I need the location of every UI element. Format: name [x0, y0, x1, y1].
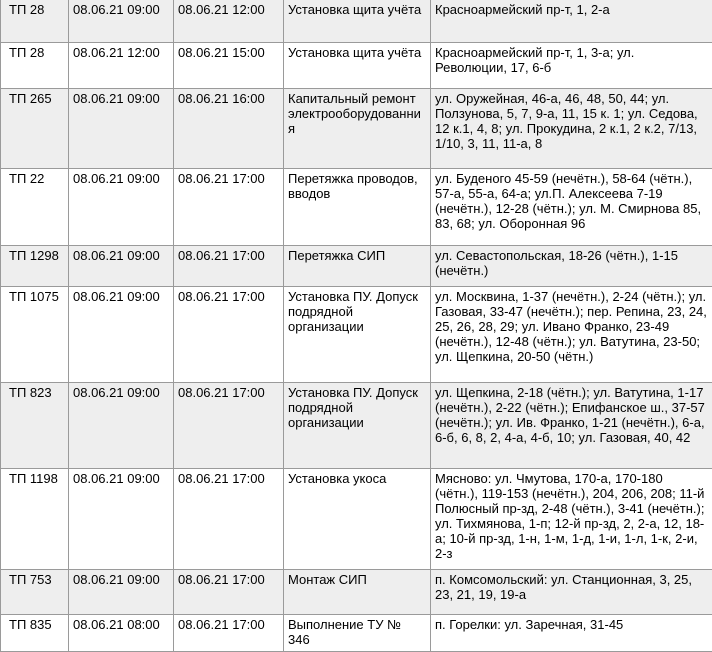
work-type-cell: Установка щита учёта	[284, 43, 431, 89]
end-time-cell: 08.06.21 17:00	[174, 246, 284, 287]
end-time-cell: 08.06.21 17:00	[174, 383, 284, 469]
work-type-cell: Установка щита учёта	[284, 0, 431, 43]
address-cell: ул. Буденого 45-59 (нечётн.), 58-64 (чётн.), 57-а, 55-а, 64-а; ул.П. Алексеева 7-19 (нечётн.), 12-28 (чётн.); ул. М. Смирнова 85, 83, 68; ул. Оборонная 96	[431, 169, 712, 246]
end-time-cell: 08.06.21 17:00	[174, 615, 284, 652]
start-time-cell: 08.06.21 09:00	[69, 570, 174, 615]
start-time-cell: 08.06.21 08:00	[69, 615, 174, 652]
table-row	[1, 287, 712, 383]
start-time-cell: 08.06.21 09:00	[69, 246, 174, 287]
start-time-cell: 08.06.21 09:00	[69, 469, 174, 570]
address-cell: ул. Щепкина, 2-18 (чётн.); ул. Ватутина, 1-17 (нечётн.), 2-22 (чётн.); Епифанское ш., 37-57 (нечётн.); ул. Ив. Франко, 1-21 (нечётн.), 6-а, 6-б, 6, 8, 2, 4-а, 4-б, 10; ул. Газовая, 40, 42	[431, 383, 712, 469]
address-cell: ул. Севастопольская, 18-26 (чётн.), 1-15 (нечётн.)	[431, 246, 712, 287]
table-row	[1, 0, 712, 43]
table-row	[1, 383, 712, 469]
start-time-cell: 08.06.21 09:00	[69, 89, 174, 169]
end-time-cell: 08.06.21 17:00	[174, 169, 284, 246]
work-type-cell: Перетяжка проводов, вводов	[284, 169, 431, 246]
table-row	[1, 169, 712, 246]
start-time-cell: 08.06.21 09:00	[69, 0, 174, 43]
table-row	[1, 89, 712, 169]
table-row	[1, 469, 712, 570]
substation-cell: ТП 22	[1, 169, 69, 246]
work-type-cell: Установка ПУ. Допуск подрядной организации	[284, 383, 431, 469]
address-cell: Красноармейский пр-т, 1, 2-а	[431, 0, 712, 43]
work-type-cell: Перетяжка СИП	[284, 246, 431, 287]
address-cell: п. Горелки: ул. Заречная, 31-45	[431, 615, 712, 652]
end-time-cell: 08.06.21 17:00	[174, 287, 284, 383]
substation-cell: ТП 1198	[1, 469, 69, 570]
substation-cell: ТП 1075	[1, 287, 69, 383]
address-cell: Мясново: ул. Чмутова, 170-а, 170-180 (чётн.), 119-153 (нечётн.), 204, 206, 208; 11-й Полюсный пр-зд, 2-48 (чётн.), 3-41 (нечётн.); ул. Тихмянова, 1-п; 12-й пр-зд, 2, 2-а, 12, 18-а; 10-й пр-зд, 1-н, 1-м, 1-д, 1-и, 1-л, 1-к, 2-и, 2-з	[431, 469, 712, 570]
substation-cell: ТП 265	[1, 89, 69, 169]
work-type-cell: Установка укоса	[284, 469, 431, 570]
substation-cell: ТП 835	[1, 615, 69, 652]
substation-cell: ТП 1298	[1, 246, 69, 287]
table-row	[1, 43, 712, 89]
work-type-cell: Капитальный ремонт электрооборудованния	[284, 89, 431, 169]
start-time-cell: 08.06.21 09:00	[69, 287, 174, 383]
address-cell: ул. Москвина, 1-37 (нечётн.), 2-24 (чётн.); ул. Газовая, 33-47 (нечётн.); пер. Репина, 23, 24, 25, 26, 28, 29; ул. Ивано Франко, 23-49 (нечётн.), 12-48 (чётн.); ул. Ватутина, 23-50; ул. Щепкина, 20-50 (чётн.)	[431, 287, 712, 383]
work-type-cell: Установка ПУ. Допуск подрядной организации	[284, 287, 431, 383]
table-row	[1, 615, 712, 652]
end-time-cell: 08.06.21 16:00	[174, 89, 284, 169]
table-row	[1, 246, 712, 287]
address-cell: Красноармейский пр-т, 1, 3-а; ул. Революции, 17, 6-б	[431, 43, 712, 89]
end-time-cell: 08.06.21 17:00	[174, 570, 284, 615]
start-time-cell: 08.06.21 12:00	[69, 43, 174, 89]
address-cell: п. Комсомольский: ул. Станционная, 3, 25, 23, 21, 19, 19-а	[431, 570, 712, 615]
start-time-cell: 08.06.21 09:00	[69, 169, 174, 246]
substation-cell: ТП 753	[1, 570, 69, 615]
work-type-cell: Выполнение ТУ № 346	[284, 615, 431, 652]
end-time-cell: 08.06.21 15:00	[174, 43, 284, 89]
substation-cell: ТП 28	[1, 43, 69, 89]
table-row	[1, 570, 712, 615]
end-time-cell: 08.06.21 17:00	[174, 469, 284, 570]
end-time-cell: 08.06.21 12:00	[174, 0, 284, 43]
start-time-cell: 08.06.21 09:00	[69, 383, 174, 469]
substation-cell: ТП 28	[1, 0, 69, 43]
address-cell: ул. Оружейная, 46-а, 46, 48, 50, 44; ул. Ползунова, 5, 7, 9-а, 11, 15 к. 1; ул. Седова, 12 к.1, 4, 8; ул. Прокудина, 2 к.1, 2 к.2, 7/13, 1/10, 3, 11, 11-а, 8	[431, 89, 712, 169]
substation-cell: ТП 823	[1, 383, 69, 469]
work-type-cell: Монтаж СИП	[284, 570, 431, 615]
